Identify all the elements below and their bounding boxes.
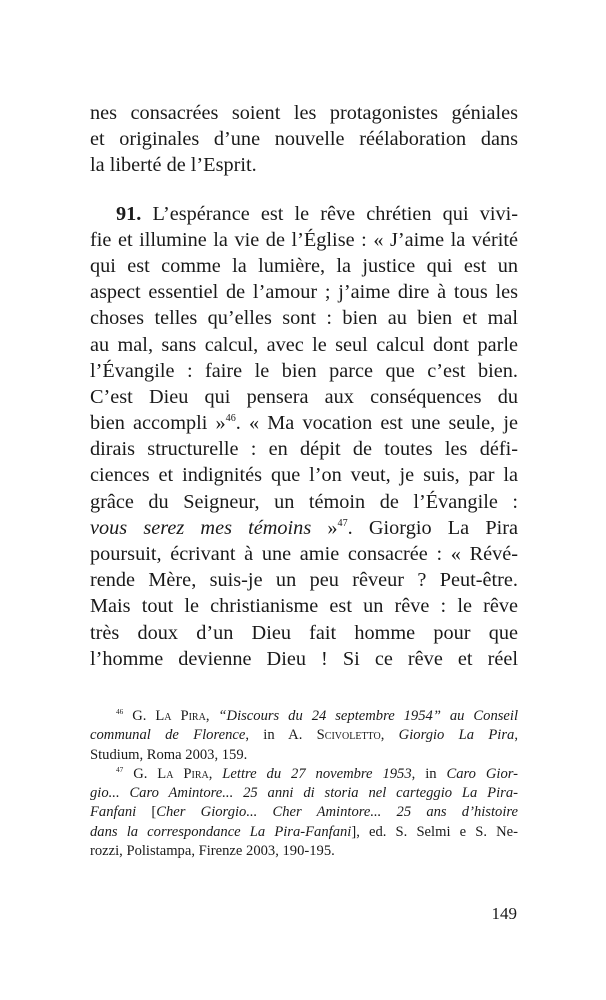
- footnote-line: Fanfani [Cher Giorgio... Cher Amintore... 25 ans d’histoire: [90, 804, 518, 821]
- footnote-ref: 46: [225, 413, 236, 425]
- text-line: ciences et indignités que l’on veut, je suis, par la: [90, 464, 518, 487]
- footnote-line: $^{47}$ G. La Pira, Lettre du 27 novembre 1953, in Caro Gior-: [116, 764, 518, 782]
- paragraph-continuation: [90, 100, 518, 179]
- text-line: qui est comme la lumière, la justice qui est un: [90, 254, 518, 277]
- footnotes: [90, 707, 518, 861]
- text-line: fie et illumine la vie de l’Église : « J’aime la vérité: [90, 228, 518, 251]
- text-line: l’Évangile : faire le bien parce que c’est bien.: [90, 359, 518, 382]
- paragraph-number: 91.: [116, 202, 142, 225]
- footnote-46: [90, 707, 518, 765]
- footnote-line: $^{46}$ G. La Pira, “Discours du 24 septembre 1954” au Conseil: [116, 707, 519, 724]
- text-line: nes consacrées soient les protagonistes géniales: [90, 102, 518, 124]
- text-line: la liberté de l’Esprit.: [90, 154, 257, 177]
- text-line: au mal, sans calcul, avec le seul calcul dont parle: [90, 333, 518, 356]
- page-number: 149: [491, 904, 517, 923]
- text-line: 91. L’espérance est le rêve chrétien qui vivi-: [116, 202, 518, 225]
- text-line: rende Mère, suis-je un peu rêveur ? Peut-être.: [90, 569, 518, 592]
- text-line: C’est Dieu qui pensera aux conséquences du: [90, 385, 518, 408]
- text-line: bien accompli »$^{46}$. « Ma vocation est une seule, je: [90, 412, 519, 435]
- text-line: l’homme devienne Dieu ! Si ce rêve et réel: [90, 647, 518, 670]
- text-line: Mais tout le christianisme est un rêve : le rêve: [90, 595, 518, 618]
- footnote-ref: 47: [337, 518, 348, 530]
- footnote-line: communal de Florence, in A. Scivoletto, Giorgio La Pira,: [90, 727, 518, 744]
- text-line: aspect essentiel de l’amour ; j’aime dire à tous les: [90, 281, 518, 304]
- footnote-line: dans la correspondance La Pira-Fanfani], ed. S. Selmi e S. Ne-: [90, 823, 518, 840]
- page-body: [90, 100, 518, 861]
- text-line: vous serez mes témoins »$^{47}$. Giorgio La Pira: [90, 516, 518, 539]
- footnote-47: [90, 765, 518, 861]
- text-line: dirais structurelle : en dépit de toutes les défi-: [90, 438, 518, 461]
- text-line: très doux d’un Dieu fait homme pour que: [90, 621, 518, 644]
- footnote-line: Studium, Roma 2003, 159.: [90, 746, 248, 763]
- text-line: poursuit, écrivant à une amie consacrée : « Révé-: [90, 543, 518, 565]
- text-line: choses telles qu’elles sont : bien au bien et mal: [90, 307, 518, 330]
- footnote-line: rozzi, Polistampa, Firenze 2003, 190-195.: [90, 843, 335, 860]
- footnote-line: gio... Caro Amintore... 25 anni di storia nel carteggio La Pira-: [90, 785, 518, 802]
- text-line: et originales d’une nouvelle réélaboration dans: [90, 128, 518, 151]
- text-line: grâce du Seigneur, un témoin de l’Évangile :: [90, 490, 518, 513]
- paragraph-91: [90, 201, 518, 672]
